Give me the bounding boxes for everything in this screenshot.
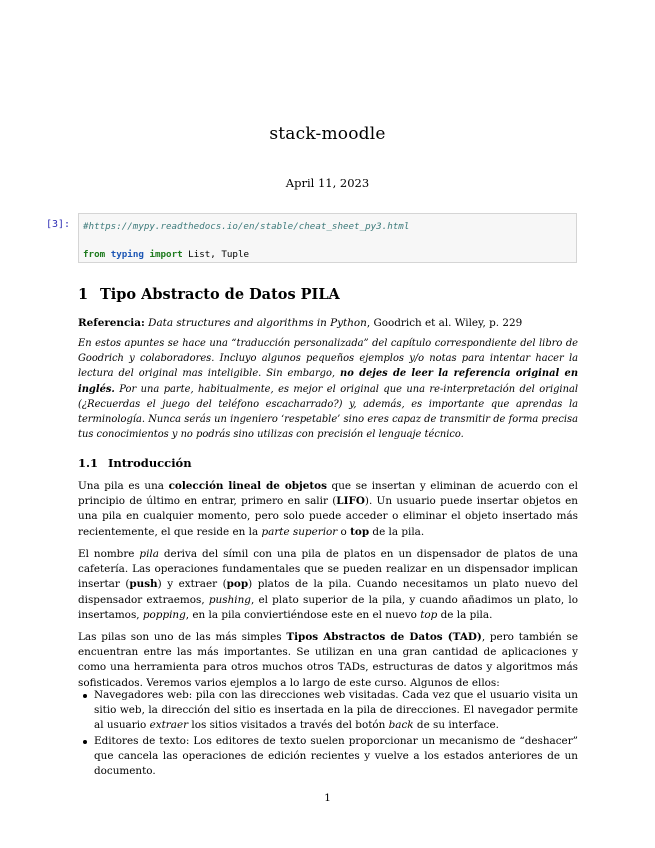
b1-text-3: de su interface.	[413, 719, 499, 732]
p2-text-4: ) platos de la pila. Cuando necesitamos un plato nuevo del dispensador extraemos,	[78, 578, 578, 606]
p2-italic-1: pila	[139, 548, 159, 560]
p2-text-1: El nombre	[78, 548, 140, 560]
b1-text-2: los sitios visitados a través del botón	[188, 719, 389, 732]
p1-italic-1: parte superior	[261, 525, 338, 538]
intro-bold: no dejes de leer la referencia original en inglés.	[78, 368, 578, 395]
b1-italic-2: back	[388, 719, 414, 732]
document-title: stack-moodle	[269, 124, 386, 144]
section-heading	[78, 286, 340, 303]
list-item	[78, 734, 578, 780]
b1-italic-1: extraer	[149, 719, 189, 732]
p2-text-7: de la pila.	[437, 608, 493, 621]
p1-text-1: Una pila es una	[78, 480, 169, 492]
examples-list	[78, 688, 578, 779]
p2-text-2: deriva del símil con una pila de platos en un dispensador de platos de una cafetería. Las operaciones fundamentales que se pueden realizar en un dispensador implican insertar (	[78, 548, 578, 591]
intro-text-1: En estos apuntes se hace una “traducción personalizada” del capítulo correspondiente del libro de Goodrich y colaboradores. Incluyo algunos pequeños ejemplos y/o notas para intentar hacer la lectura del original mas inteligible. Sin embargo,	[78, 338, 578, 380]
reference-book: Data structures and algorithms in Python	[148, 317, 367, 329]
p1-text-2: que se insertan y eliminan de acuerdo con el principio de último en entrar, primero en salir (	[78, 480, 578, 508]
code-import-line	[83, 248, 576, 262]
p1-text-5: de la pila.	[369, 525, 425, 538]
p2-italic-4: top	[420, 608, 438, 621]
code-comment: #https://mypy.readthedocs.io/en/stable/cheat_sheet_py3.html	[83, 221, 410, 232]
cell-prompt: [3]:	[46, 219, 71, 230]
paragraph-stack-name	[78, 547, 578, 623]
p2-text-6: , en la pila conviertiéndose este en el nuevo	[185, 608, 421, 621]
code-cell[interactable]	[78, 213, 577, 263]
reference-rest: , Goodrich et al. Wiley, p. 229	[366, 317, 523, 329]
b1-text-1: Navegadores web: pila con las direcciones web visitadas. Cada vez que el usuario visita un sitio web, la dirección del sitio es insertada en la pila de direcciones. El navegador permite al usuario	[94, 689, 578, 732]
reference-label: Referencia:	[78, 317, 145, 329]
p2-text-5: , el plato superior de la pila, y cuando añadimos un plato, lo insertamos,	[78, 593, 578, 621]
code-keyword-from: from	[83, 249, 106, 260]
p3-bold-1: Tipos Abstractos de Datos (TAD)	[286, 631, 482, 643]
p3-text-1: Las pilas son uno de las más simples	[78, 631, 287, 643]
b2-text-1: Editores de texto: Los editores de texto suelen proporcionar un mecanismo de “deshacer” que cancela las operaciones de edición recientes y vuelve a los estados anteriores de un documento.	[94, 734, 578, 778]
p2-bold-2: pop	[226, 578, 249, 591]
code-module: typing	[110, 249, 144, 260]
p2-italic-2: pushing	[208, 593, 251, 606]
p3-text-2: , pero también se encuentran entre las más importantes. Se utilizan en una gran cantidad de aplicaciones y como una herramienta para otros muchos otros TADs, estructuras de datos y algoritmos más sofisticados. Veremos varios ejemplos a lo largo de este curso. Algunos de ellos:	[78, 631, 578, 689]
subsection-title: Introducción	[108, 456, 192, 470]
p2-italic-3: popping	[142, 608, 186, 621]
code-keyword-import: import	[149, 249, 183, 260]
intro-text-2: Por una parte, habitualmente, es mejor el original que una re-interpretación del original (¿Recuerdas el juego del teléfono escacharrado?) y, además, es importante que aprendas la terminología. Nunca serás un ingeniero ‘respetable’ sino eres capaz de transmitir de forma precisa tus conocimientos y no podrás sino utilizas con precisión el lenguaje técnico.	[78, 383, 578, 441]
p1-bold-2: LIFO	[336, 495, 365, 508]
list-item	[78, 688, 578, 734]
section-title: Tipo Abstracto de Datos PILA	[100, 286, 340, 303]
p1-bold-1: colección lineal de objetos	[168, 480, 327, 492]
p2-text-3: ) y extraer (	[157, 578, 227, 591]
document-date: April 11, 2023	[285, 176, 370, 190]
p2-bold-1: push	[129, 578, 158, 591]
p1-text-3: ). Un usuario puede insertar objetos en una pila en cualquier momento, pero solo puede acceder o eliminar el objeto insertado más recientemente, el que reside en la	[78, 495, 579, 538]
paragraph-stack-uses	[78, 630, 578, 691]
intro-paragraph	[78, 336, 578, 442]
bullet-icon	[83, 694, 87, 698]
subsection-heading	[78, 456, 192, 470]
subsection-number: 1.1	[78, 456, 99, 470]
paragraph-stack-definition	[78, 479, 578, 540]
reference-line	[78, 316, 578, 331]
code-imports: List, Tuple	[182, 249, 250, 260]
section-number: 1	[78, 286, 89, 303]
p1-bold-3: top	[350, 525, 370, 538]
page-number: 1	[324, 792, 331, 804]
bullet-icon	[83, 740, 87, 744]
p1-text-4: o	[337, 525, 351, 538]
